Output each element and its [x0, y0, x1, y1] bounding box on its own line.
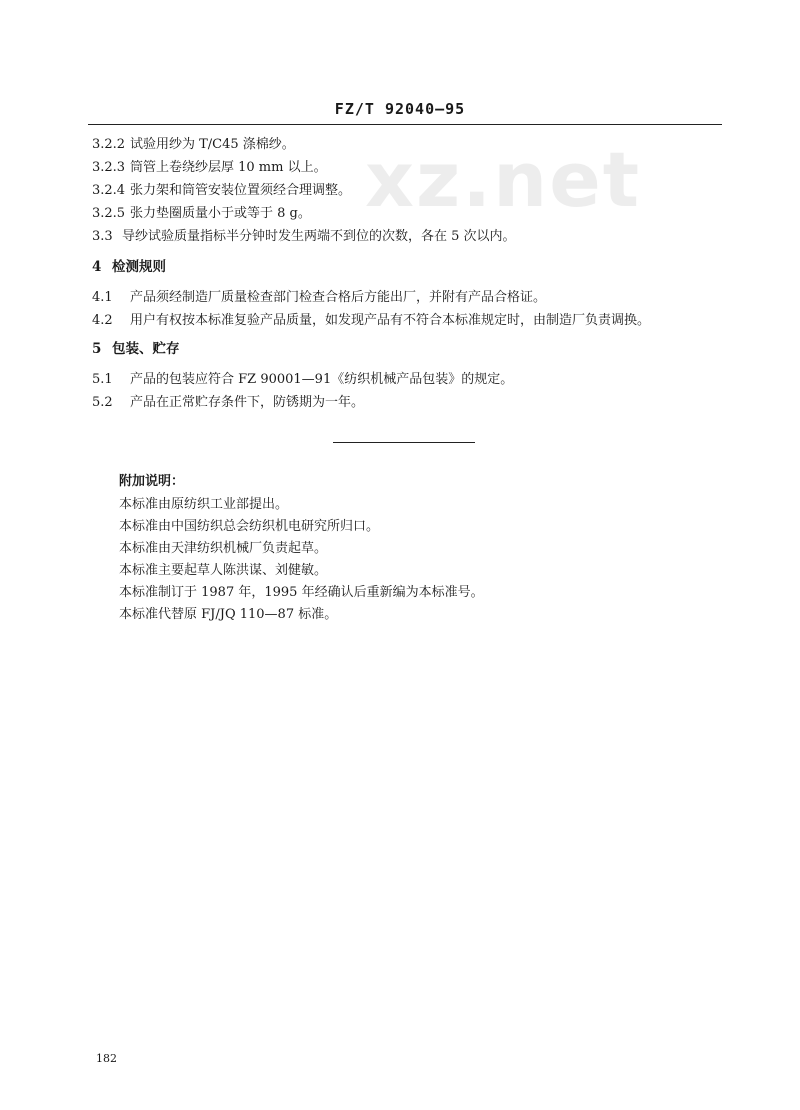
- clause-number: 4.1: [92, 290, 113, 305]
- note-line: 本标准主要起草人陈洪谋、刘健敏。: [119, 563, 328, 578]
- note-line: 本标准由原纺织工业部提出。: [119, 497, 289, 512]
- clause-4-1: [92, 289, 546, 307]
- clause-number: 3.3: [92, 229, 113, 244]
- clause-text: 张力垫圈质量小于或等于 8 g。: [130, 206, 311, 221]
- clause-text: 用户有权按本标准复验产品质量，如发现产品有不符合本标准规定时，由制造厂负责调换。: [130, 313, 651, 328]
- clause-number: 4.2: [92, 313, 113, 328]
- additional-notes-title: 附加说明：: [119, 474, 185, 489]
- watermark: xz.net: [365, 135, 642, 224]
- clause-number: 3.2.3: [92, 160, 126, 175]
- clause-3-2-2: [92, 136, 295, 154]
- standard-code: FZ/T 92040—95: [334, 100, 466, 118]
- clause-5-2: [92, 394, 364, 412]
- clause-text: 产品的包装应符合 FZ 90001—91《纺织机械产品包装》的规定。: [130, 372, 514, 387]
- clause-text: 试验用纱为 T/C45 涤棉纱。: [130, 137, 295, 152]
- header-rule: [88, 124, 722, 125]
- clause-text: 导纱试验质量指标半分钟时发生两端不到位的次数，各在 5 次以内。: [122, 229, 516, 244]
- note-line: 本标准代替原 FJ/JQ 110—87 标准。: [119, 607, 338, 622]
- end-divider: [333, 442, 475, 443]
- page-number: 182: [96, 1052, 117, 1065]
- clause-number: 5.1: [92, 372, 113, 387]
- clause-number: 3.2.5: [92, 206, 126, 221]
- clause-3-3: [92, 228, 516, 246]
- section-4-heading: [92, 258, 166, 276]
- clause-4-2: [92, 312, 650, 330]
- clause-number: 3.2.4: [92, 183, 126, 198]
- note-line: 本标准由中国纺织总会纺织机电研究所归口。: [119, 519, 380, 534]
- note-line: 本标准制订于 1987 年，1995 年经确认后重新编为本标准号。: [119, 585, 484, 600]
- section-5-heading: [92, 340, 180, 358]
- clause-3-2-3: [92, 159, 327, 177]
- section-number: 5: [92, 341, 102, 357]
- section-title: 包装、贮存: [112, 341, 180, 357]
- clause-text: 产品须经制造厂质量检查部门检查合格后方能出厂，并附有产品合格证。: [130, 290, 547, 305]
- section-number: 4: [92, 259, 102, 275]
- clause-number: 5.2: [92, 395, 113, 410]
- clause-text: 张力架和筒管安装位置须经合理调整。: [130, 183, 352, 198]
- clause-5-1: [92, 371, 513, 389]
- note-line: 本标准由天津纺织机械厂负责起草。: [119, 541, 328, 556]
- clause-3-2-5: [92, 205, 311, 223]
- clause-3-2-4: [92, 182, 351, 200]
- clause-text: 筒管上卷绕纱层厚 10 mm 以上。: [130, 160, 327, 175]
- clause-text: 产品在正常贮存条件下，防锈期为一年。: [130, 395, 365, 410]
- clause-number: 3.2.2: [92, 137, 126, 152]
- section-title: 检测规则: [112, 259, 166, 275]
